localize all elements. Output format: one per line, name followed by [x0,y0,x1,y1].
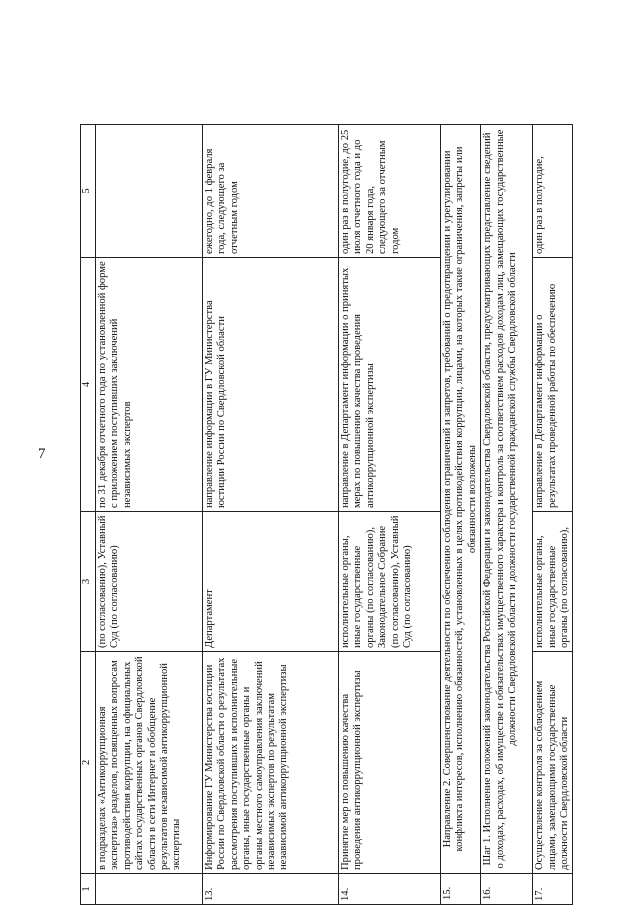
page-number: 7 [38,446,46,462]
row-number: 17. [533,874,573,905]
rotated-page-content [80,125,571,905]
result-cell: направление в Департамент информации о принятых мерах по повышению качества проведения антикоррупционной экспертизы [339,258,441,512]
table-row [533,125,573,905]
activity-cell: в подразделах «Антикоррупционная экспертиза» разделов, посвященных вопросам противодействия коррупции, на официальных сайтах государственных органов Свердловской области в сети Интернет и обобщение результатов независимой антикоррупционной экспертизы [96,652,203,874]
table-row-step [481,125,533,905]
executor-cell: (по согласованию), Уставный Суд (по согласованию) [96,512,203,652]
page-number-area [0,0,90,905]
table-row [339,125,441,905]
table-header-row [81,125,96,905]
executor-cell: Департамент [203,512,339,652]
table-row [203,125,339,905]
deadline-cell: один раз в полугодие, до 25 июля отчетного года и до 20 января года, следующего за отчетным годом [339,125,441,258]
row-number: 14. [339,874,441,905]
deadline-cell: один раз в полугодие, [533,125,573,258]
activity-cell: Осуществление контроля за соблюдением лицами, замещающими государственные должности Свердловской области [533,652,573,874]
deadline-cell: ежегодно, до 1 февраля года, следующего за отчетным годом [203,125,339,258]
executor-cell: исполнительные органы, иные государственные органы (по согласованию), [533,512,573,652]
row-number: 15. [441,874,481,905]
header-col-3: 3 [81,512,96,652]
row-number [96,874,203,905]
activity-cell: Принятие мер по повышению качества проведения антикоррупционной экспертизы [339,652,441,874]
direction-heading: Направление 2. Совершенствование деятельности по обеспечению соблюдения ограничений и запретов, требований о предотвращении и урегулировании конфликта интересов, исполнению обязанностей, установленных в целях противодействия коррупции, лицами, на которых такие ограничения, запреты или обязанности возложены [441,125,481,874]
result-cell: направление в Департамент информации о результатах проведенной работы по обеспечению [533,258,573,512]
header-col-5: 5 [81,125,96,258]
action-plan-table [80,124,573,905]
row-number: 13. [203,874,339,905]
header-col-4: 4 [81,258,96,512]
activity-cell: Информирование ГУ Министерства юстиции России по Свердловской области о результатах рассмотрения поступивших в исполнительные органы, иные государственные органы и органы местного самоуправления заключений независимых экспертов по результатам независимой антикоррупционной экспертизы [203,652,339,874]
step-heading: Шаг 1. Исполнение положений законодательства Российской Федерации и законодательства Свердловской области, предусматривающих представление сведений о доходах, расходах, об имуществе и обязательствах имущественного характера и контроль за соответствием расходов доходам лиц, замещающих государственные должности Свердловской области и должности государственной гражданской службы Свердловской области [481,125,533,874]
header-col-1: 1 [81,874,96,905]
table-row [96,125,203,905]
result-cell: направление информации в ГУ Министерства юстиции России по Свердловской области [203,258,339,512]
header-col-2: 2 [81,652,96,874]
result-cell: по 31 декабря отчетного года по установленной форме с приложением поступивших заключений независимых экспертов [96,258,203,512]
deadline-cell [96,125,203,258]
executor-cell: исполнительные органы, иные государственные органы (по согласованию), Законодательное Собрание (по согласованию), Уставный Суд (по согласованию) [339,512,441,652]
table-row-direction [441,125,481,905]
row-number: 16. [481,874,533,905]
